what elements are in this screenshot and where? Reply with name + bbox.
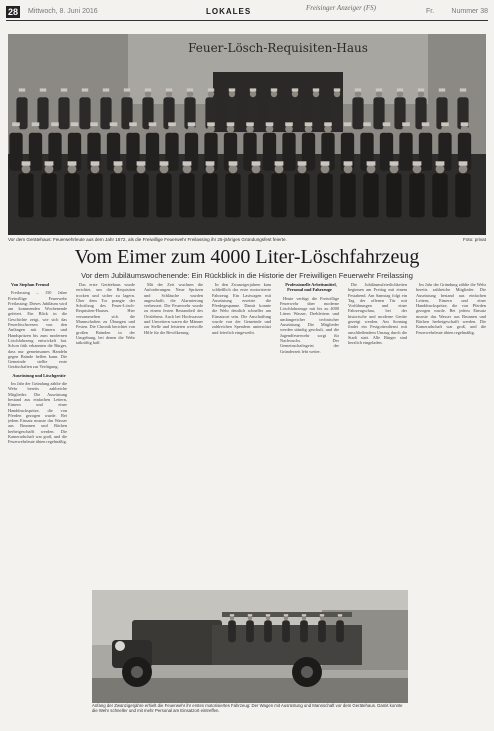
article-column-2 <box>76 282 135 585</box>
helmet <box>344 122 352 126</box>
person-body <box>41 173 56 217</box>
person-body <box>282 620 290 642</box>
person-head <box>292 91 298 97</box>
helmet <box>367 161 376 165</box>
person-head <box>207 125 215 133</box>
person-body <box>156 173 171 217</box>
helmet <box>229 161 238 165</box>
person-body <box>58 97 69 129</box>
helmet <box>188 122 196 126</box>
helmet <box>187 88 193 91</box>
helmet <box>19 88 25 91</box>
person-head <box>149 125 157 133</box>
person-body <box>18 173 33 217</box>
intermediate-heading: Professionelle Arbeitsmittel, Personal und Fahrzeuge <box>285 282 337 293</box>
person-head <box>19 91 25 97</box>
helmet <box>402 122 410 126</box>
person-head <box>266 125 274 133</box>
article-column-7 <box>416 282 486 702</box>
column-text: Freilassing – 150 Jahre Freiwillige Feuerwehr Freilassing: Dieses Jubiläum wird am kommenden Wochenende gefeiert. Ein Blick in die Geschichte zeigt, wie sich das Feuerlöschwesen von den Anfängen mit Eimern und Handspritzen bis zum modernen Löschfahrzeug entwickelt hat. Schon früh erkannten die Bürger, dass nur gemeinsames Handeln gegen Brände helfen kann. Die Gemeinde stellte erste Gerätschaften zur Verfügung. <box>8 290 67 370</box>
helmet <box>320 614 324 616</box>
person-head <box>229 165 238 174</box>
column-text: Die Jubiläumsfeierlichkeiten beginnen am Freitag mit einem Festabend. Am Samstag folgt ein Tag der offenen Tür mit Vorführungen und einer Fahrzeugschau, bei der historische und moderne Geräte gezeigt werden. Am Sonntag findet ein Festgottesdienst mit anschließendem Umzug durch die Stadt statt. Alle Bürger sind herzlich eingeladen. <box>348 282 407 346</box>
person-head <box>459 165 468 174</box>
person-head <box>305 125 313 133</box>
helmet <box>149 122 157 126</box>
person-head <box>284 616 288 620</box>
person-head <box>461 125 469 133</box>
person-body <box>179 173 194 217</box>
helmet <box>22 161 31 165</box>
person-body <box>317 173 332 217</box>
helmet <box>439 88 445 91</box>
helmet <box>114 161 123 165</box>
helmet <box>334 88 340 91</box>
helmet <box>145 88 151 91</box>
person-body <box>9 133 22 171</box>
helmet <box>227 122 235 126</box>
helmet <box>413 161 422 165</box>
helmet <box>298 161 307 165</box>
person-head <box>390 165 399 174</box>
helmet <box>129 122 137 126</box>
helmet <box>292 88 298 91</box>
person-body <box>409 173 424 217</box>
helmet <box>183 161 192 165</box>
top-caption-text: Vor dem Gerätehaus: Feuerwehrleute aus dem Jahr 1872, als die Freiwillige Feuerwehr Freilassing ihr 25-jähriges Gründungsfest feierte. <box>8 237 287 242</box>
bottom-photo-caption: Anfang der Zwanzigerjahre erhielt die Feuerwehr ihr erstes motorisiertes Fahrzeug: Der Wagen mit Ausrüstung und Mannschaft vor dem Gerätehaus. Damit konnte die Wehr schneller und mit mehr Personal am Einsatzort eintreffen. <box>92 703 403 714</box>
helmet <box>459 161 468 165</box>
person-head <box>227 125 235 133</box>
person-head <box>160 165 169 174</box>
helmet <box>271 88 277 91</box>
person-body <box>228 620 236 642</box>
page-number: 28 <box>8 7 19 17</box>
person-body <box>340 173 355 217</box>
person-body <box>363 173 378 217</box>
intermediate-heading: Ausrüstung und Löschgeräte <box>12 372 66 378</box>
person-head <box>166 91 172 97</box>
person-head <box>367 165 376 174</box>
person-head <box>441 125 449 133</box>
person-head <box>183 165 192 174</box>
helmet <box>208 88 214 91</box>
person-head <box>32 125 40 133</box>
helmet <box>124 88 130 91</box>
helmet <box>275 161 284 165</box>
helmet <box>12 122 20 126</box>
person-body <box>282 133 295 171</box>
helmet <box>390 161 399 165</box>
person-head <box>271 91 277 97</box>
person-head <box>90 125 98 133</box>
person-head <box>206 165 215 174</box>
person-body <box>225 173 240 217</box>
helmet <box>45 161 54 165</box>
helmet <box>266 614 270 616</box>
helmet <box>166 88 172 91</box>
helmet <box>206 161 215 165</box>
person-head <box>103 91 109 97</box>
person-head <box>91 165 100 174</box>
helmet <box>321 161 330 165</box>
person-head <box>275 165 284 174</box>
person-head <box>344 165 353 174</box>
person-body <box>331 97 342 129</box>
person-body <box>79 97 90 129</box>
person-head <box>230 616 234 620</box>
person-head <box>285 125 293 133</box>
header-page-label: Nummer 38 <box>451 8 488 15</box>
helmet <box>168 122 176 126</box>
person-head <box>320 616 324 620</box>
helmet <box>284 614 288 616</box>
person-head <box>436 165 445 174</box>
person-head <box>229 91 235 97</box>
person-head <box>114 165 123 174</box>
helmet <box>246 122 254 126</box>
person-head <box>338 616 342 620</box>
photo-credit: Foto: privat <box>463 237 486 242</box>
column-text: Im Jahr der Gründung zählte die Wehr bereits zahlreiche Mitglieder. Die Ausrüstung bestand aus einfachen Leitern, Eimern und einer Handdruckspritze, die von Pferden gezogen wurde. Bei jedem Einsatz musste das Wasser aus Brunnen und Bächen herbeigeschafft werden. Die Kameradschaft war groß, und die Feuerwehrleute übten regelmäßig. <box>416 282 486 335</box>
subheadline: Vor dem Jubiläumswochenende: Ein Rückblick in die Historie der Freiwilligen Feuerwehr Freilassing <box>81 271 413 280</box>
column-text: Im Jahr der Gründung zählte die Wehr bereits zahlreiche Mitglieder. Die Ausrüstung bestand aus einfachen Leitern, Eimern und einer Handdruckspritze, die von Pferden gezogen wurde. Bei jedem Einsatz musste das Wasser aus Brunnen und Bächen herbeigeschafft werden. Die Kameradschaft war groß, und die Feuerwehrleute übten regelmäßig. <box>8 381 67 445</box>
person-head <box>61 91 67 97</box>
page-header <box>6 4 488 21</box>
helmet <box>461 122 469 126</box>
helmet <box>229 88 235 91</box>
helmet <box>137 161 146 165</box>
helmet <box>460 88 466 91</box>
person-head <box>298 165 307 174</box>
helmet <box>422 122 430 126</box>
person-body <box>336 620 344 642</box>
person-head <box>248 616 252 620</box>
person-head <box>51 125 59 133</box>
person-body <box>110 173 125 217</box>
helmet <box>61 88 67 91</box>
helmet <box>91 161 100 165</box>
person-head <box>402 125 410 133</box>
person-body <box>432 173 447 217</box>
truck-photo-drawing <box>92 590 408 703</box>
person-body <box>146 133 159 171</box>
person-head <box>208 91 214 97</box>
person-head <box>422 125 430 133</box>
person-body <box>87 173 102 217</box>
person-head <box>397 91 403 97</box>
headlamp <box>115 641 125 651</box>
person-head <box>129 125 137 133</box>
column-text: Das erste Gerätehaus wurde errichtet, um die Requisiten trocken und sicher zu lagern. Über dem Tor prangte der Schriftzug des Feuer-Lösch-Requisiten-Hauses. Hier versammelten sich die Mannschaften zu Übungen und Festen. Die Chronik berichtet von großen Bränden in der Umgebung, bei denen die Wehr tatkräftig half. <box>76 282 135 346</box>
helmet <box>266 122 274 126</box>
helmet <box>110 122 118 126</box>
article-column-5 <box>280 282 339 585</box>
header-date: Mittwoch, 8. Juni 2016 <box>28 8 98 15</box>
person-head <box>344 125 352 133</box>
article-column-6 <box>348 282 407 585</box>
person-body <box>399 133 412 171</box>
person-body <box>202 173 217 217</box>
person-head <box>168 125 176 133</box>
section-title: LOKALES <box>206 7 252 16</box>
person-head <box>252 165 261 174</box>
helmet <box>397 88 403 91</box>
person-head <box>413 165 422 174</box>
person-body <box>352 97 363 129</box>
person-body <box>133 173 148 217</box>
person-body <box>29 133 42 171</box>
helmet <box>40 88 46 91</box>
helmet <box>338 614 342 616</box>
person-head <box>266 616 270 620</box>
building-sign: Feuer-Lösch-Requisiten-Haus <box>188 41 368 55</box>
person-head <box>376 91 382 97</box>
person-head <box>418 91 424 97</box>
person-head <box>71 125 79 133</box>
person-head <box>40 91 46 97</box>
paper-name: Freisinger Anzeiger (FS) <box>306 4 376 12</box>
person-head <box>355 91 361 97</box>
article-column-4 <box>212 282 271 585</box>
headline: Vom Eimer zum 4000 Liter-Löschfahrzeug <box>74 246 420 268</box>
helmet <box>160 161 169 165</box>
helmet <box>207 122 215 126</box>
person-body <box>318 620 326 642</box>
person-head <box>439 91 445 97</box>
column-text: Heute verfügt die Freiwillige Feuerwehr über moderne Löschfahrzeuge mit bis zu 4000 Litern Wasser, Drehleitern und umfangreicher technischer Ausrüstung. Die Mitglieder werden ständig geschult, und die Jugendfeuerwehr sorgt für Nachwuchs. Der Gemeinschaftsgeist der Gründerzeit lebt weiter. <box>280 295 339 354</box>
helmet <box>305 122 313 126</box>
person-head <box>110 125 118 133</box>
helmet <box>376 88 382 91</box>
helmet <box>103 88 109 91</box>
person-head <box>188 125 196 133</box>
helmet <box>82 88 88 91</box>
person-head <box>82 91 88 97</box>
article-column-3 <box>144 282 203 585</box>
helmet <box>436 161 445 165</box>
helmet <box>344 161 353 165</box>
person-body <box>64 173 79 217</box>
header-weekday: Fr. <box>426 8 435 15</box>
person-head <box>334 91 340 97</box>
helmet <box>313 88 319 91</box>
person-head <box>45 165 54 174</box>
person-head <box>302 616 306 620</box>
helmet <box>418 88 424 91</box>
historic-truck-photo <box>92 590 408 703</box>
column-text: Mit der Zeit wuchsen die Anforderungen. Neue Spritzen und Schläuche wurden angeschafft, die Alarmierung verbessert. Die Feuerwehr wurde zu einem festen Bestandteil des Ortslebens. Auch bei Hochwasser und Unwettern waren die Männer zur Stelle und leisteten wertvolle Hilfe für die Bevölkerung. <box>144 282 203 335</box>
helmet <box>302 614 306 616</box>
person-head <box>124 91 130 97</box>
person-head <box>187 91 193 97</box>
column-text: In den Zwanzigerjahren kam schließlich das erste motorisierte Fahrzeug. Ein Lastwagen mit Ausrüstung ersetzte die Pferdegespanne. Damit konnte die Wehr deutlich schneller am Einsatzort sein. Die Anschaffung wurde von der Gemeinde und zahlreichen Spendern unterstützt und feierlich eingeweiht. <box>212 282 271 335</box>
person-head <box>321 165 330 174</box>
person-body <box>455 173 470 217</box>
person-body <box>294 173 309 217</box>
helmet <box>51 122 59 126</box>
helmet <box>441 122 449 126</box>
person-head <box>246 125 254 133</box>
person-head <box>137 165 146 174</box>
helmet <box>363 122 371 126</box>
person-body <box>386 173 401 217</box>
person-head <box>383 125 391 133</box>
helmet <box>324 122 332 126</box>
group-photo-drawing <box>8 34 486 235</box>
historic-group-photo <box>8 34 486 235</box>
helmet <box>32 122 40 126</box>
article-column-1 <box>8 282 67 702</box>
top-photo-caption <box>8 236 486 244</box>
person-head <box>363 125 371 133</box>
person-head <box>460 91 466 97</box>
person-head <box>324 125 332 133</box>
helmet <box>285 122 293 126</box>
helmet <box>250 88 256 91</box>
person-head <box>250 91 256 97</box>
helmet <box>248 614 252 616</box>
helmet <box>230 614 234 616</box>
person-body <box>264 620 272 642</box>
person-head <box>313 91 319 97</box>
byline: Von Stephan Freund <box>11 282 49 287</box>
person-body <box>271 173 286 217</box>
person-body <box>263 133 276 171</box>
person-head <box>145 91 151 97</box>
helmet <box>355 88 361 91</box>
helmet <box>71 122 79 126</box>
person-body <box>248 173 263 217</box>
person-head <box>12 125 20 133</box>
helmet <box>252 161 261 165</box>
helmet <box>68 161 77 165</box>
helmet <box>383 122 391 126</box>
person-body <box>300 620 308 642</box>
person-head <box>22 165 31 174</box>
helmet <box>90 122 98 126</box>
person-head <box>68 165 77 174</box>
person-body <box>246 620 254 642</box>
